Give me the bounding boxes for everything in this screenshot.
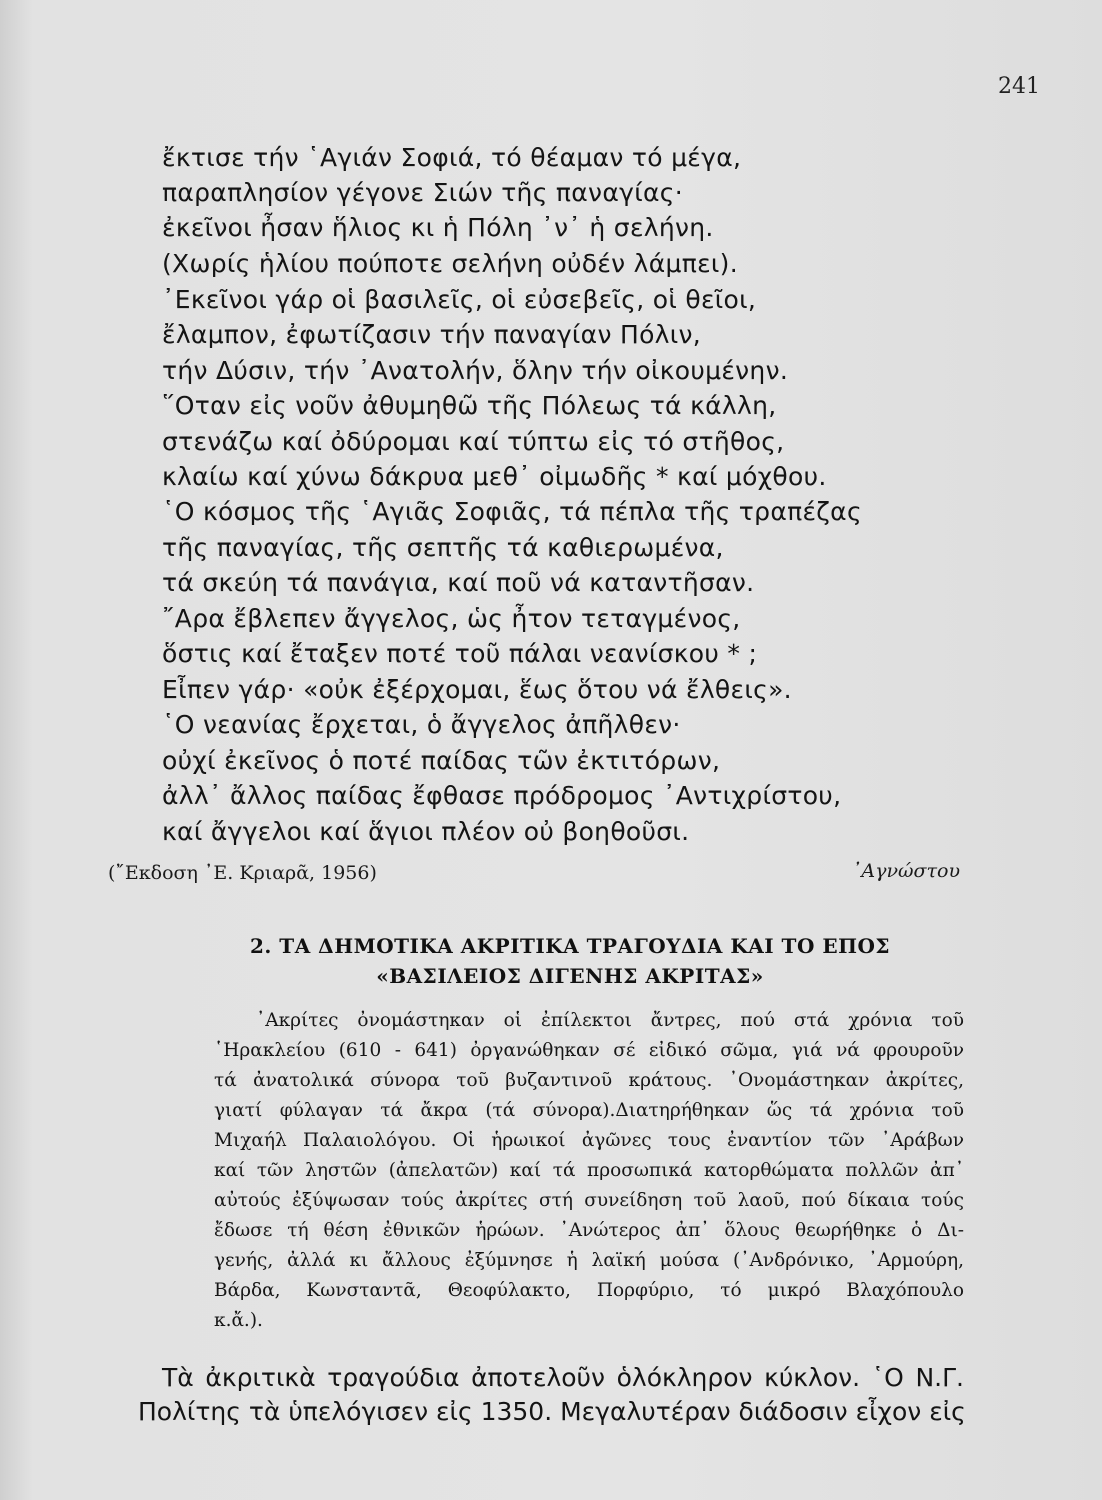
body-text-line: Τὰ ἀκριτικὰ τραγούδια ἀποτελοῦν ὁλόκληρον κύκλον. ῾Ο Ν.Γ. [162,1363,964,1392]
poem-line: ἀλλ᾽ ἄλλος παίδας ἔφθασε πρόδρομος ᾽Αντιχρίστου, [162,781,842,810]
paragraph-line: τά ἀνατολικά σύνορα τοῦ βυζαντινοῦ κράτους. ᾽Ονομάστηκαν ἀκρίτες, [214,1070,964,1091]
poem-line: (Χωρίς ἡλίου πούποτε σελήνη οὐδέν λάμπει). [162,249,738,278]
poem-line: ᾽Εκεῖνοι γάρ οἱ βασιλεῖς, οἱ εὐσεβεῖς, οἱ θεῖοι, [162,285,757,314]
poem-line: ἔλαμπον, ἐφωτίζασιν τήν παναγίαν Πόλιν, [162,320,702,349]
source-note: (῎Εκδοση ᾽Ε. Κριαρᾶ, 1956) [108,862,377,884]
section-heading-line2: «ΒΑΣΙΛΕΙΟΣ ΔΙΓΕΝΗΣ ΑΚΡΙΤΑΣ» [376,964,764,988]
poem-line: ῾Ο νεανίας ἔρχεται, ὁ ἄγγελος ἀπῆλθεν· [162,710,681,739]
poem-line: κλαίω καί χύνω δάκρυα μεθ᾽ οἰμωδῆς * καί μόχθου. [162,462,827,491]
paragraph-line: ᾽Ακρίτες ὀνομάστηκαν οἱ ἐπίλεκτοι ἄντρες, πού στά χρόνια τοῦ [256,1010,964,1031]
poem-line: τά σκεύη τά πανάγια, καί ποῦ νά καταντῆσαν. [162,568,755,597]
poem-line: Εἶπεν γάρ· «οὐκ ἐξέρχομαι, ἕως ὅτου νά ἔλθεις». [162,675,792,704]
paragraph-line: Μιχαήλ Παλαιολόγου. Οἱ ἡρωικοί ἀγῶνες τους ἐναντίον τῶν ᾽Αράβων [214,1130,964,1151]
paragraph-line: καί τῶν ληστῶν (ἀπελατῶν) καί τά προσωπικά κατορθώματα πολλῶν ἀπ᾽ [214,1160,964,1181]
poem-line: ἐκεῖνοι ἦσαν ἥλιος κι ἡ Πόλη ᾽ν᾽ ἡ σελήνη. [162,213,714,242]
paragraph-line: γιατί φύλαγαν τά ἄκρα (τά σύνορα).Διατηρήθηκαν ὥς τά χρόνια τοῦ [214,1100,964,1121]
poem-line: ὅστις καί ἔταξεν ποτέ τοῦ πάλαι νεανίσκου * ; [162,639,758,668]
poem-line: παραπλησίον γέγονε Σιών τῆς παναγίας· [162,178,683,207]
poem-line: καί ἄγγελοι καί ἅγιοι πλέον οὐ βοηθοῦσι. [162,817,690,846]
page-number: 241 [998,74,1040,99]
section-heading-line1: 2. ΤΑ ΔΗΜΟΤΙΚΑ ΑΚΡΙΤΙΚΑ ΤΡΑΓΟΥΔΙΑ ΚΑΙ ΤΟ ΕΠΟΣ [249,934,891,958]
poem-line: ῎Αρα ἔβλεπεν ἄγγελος, ὡς ἦτον τεταγμένος, [162,604,741,633]
poem-line: ῞Οταν εἰς νοῦν ἀθυμηθῶ τῆς Πόλεως τά κάλλη, [162,391,777,420]
paragraph-line: Βάρδα, Κωνσταντᾶ, Θεοφύλακτο, Πορφύριο, τό μικρό Βλαχόπουλο [214,1280,964,1301]
paragraph-line: γενής, ἀλλά κι ἄλλους ἐξύμνησε ἡ λαϊκή μούσα (᾽Ανδρόνικο, ᾽Αρμούρη, [214,1250,964,1271]
poem-line: ἔκτισε τήν ῾Αγιάν Σοφιά, τό θέαμαν τό μέγα, [162,143,742,172]
poem-line: οὐχί ἐκεῖνος ὁ ποτέ παίδας τῶν ἐκτιτόρων, [162,746,721,775]
paragraph-line: αὐτούς ἐξύψωσαν τούς ἀκρίτες στή συνείδηση τοῦ λαοῦ, πού δίκαια τούς [214,1190,964,1211]
poem-line: ῾Ο κόσμος τῆς ῾Αγιᾶς Σοφιᾶς, τά πέπλα τῆς τραπέζας [162,497,862,526]
body-text-line: Πολίτης τὰ ὑπελόγισεν εἰς 1350. Μεγαλυτέραν διάδοσιν εἶχον εἰς [138,1397,966,1426]
paragraph-line: ἔδωσε τή θέση ἐθνικῶν ἡρώων. ᾽Ανώτερος ἀπ᾽ ὅλους θεωρήθηκε ὁ Δι- [214,1220,964,1241]
poem-line: τήν Δύσιν, τήν ᾽Ανατολήν, ὅλην τήν οἰκουμένην. [162,356,789,385]
paragraph-line: ῾Ηρακλείου (610 - 641) ὀργανώθηκαν σέ εἰδικό σῶμα, γιά νά φρουροῦν [214,1040,964,1061]
author-attribution: ᾽Αγνώστου [851,860,960,882]
poem-line: τῆς παναγίας, τῆς σεπτῆς τά καθιερωμένα, [162,533,724,562]
paragraph-line: κ.ἄ.). [214,1310,263,1331]
poem-line: στενάζω καί ὀδύρομαι καί τύπτω εἰς τό στῆθος, [162,427,785,456]
